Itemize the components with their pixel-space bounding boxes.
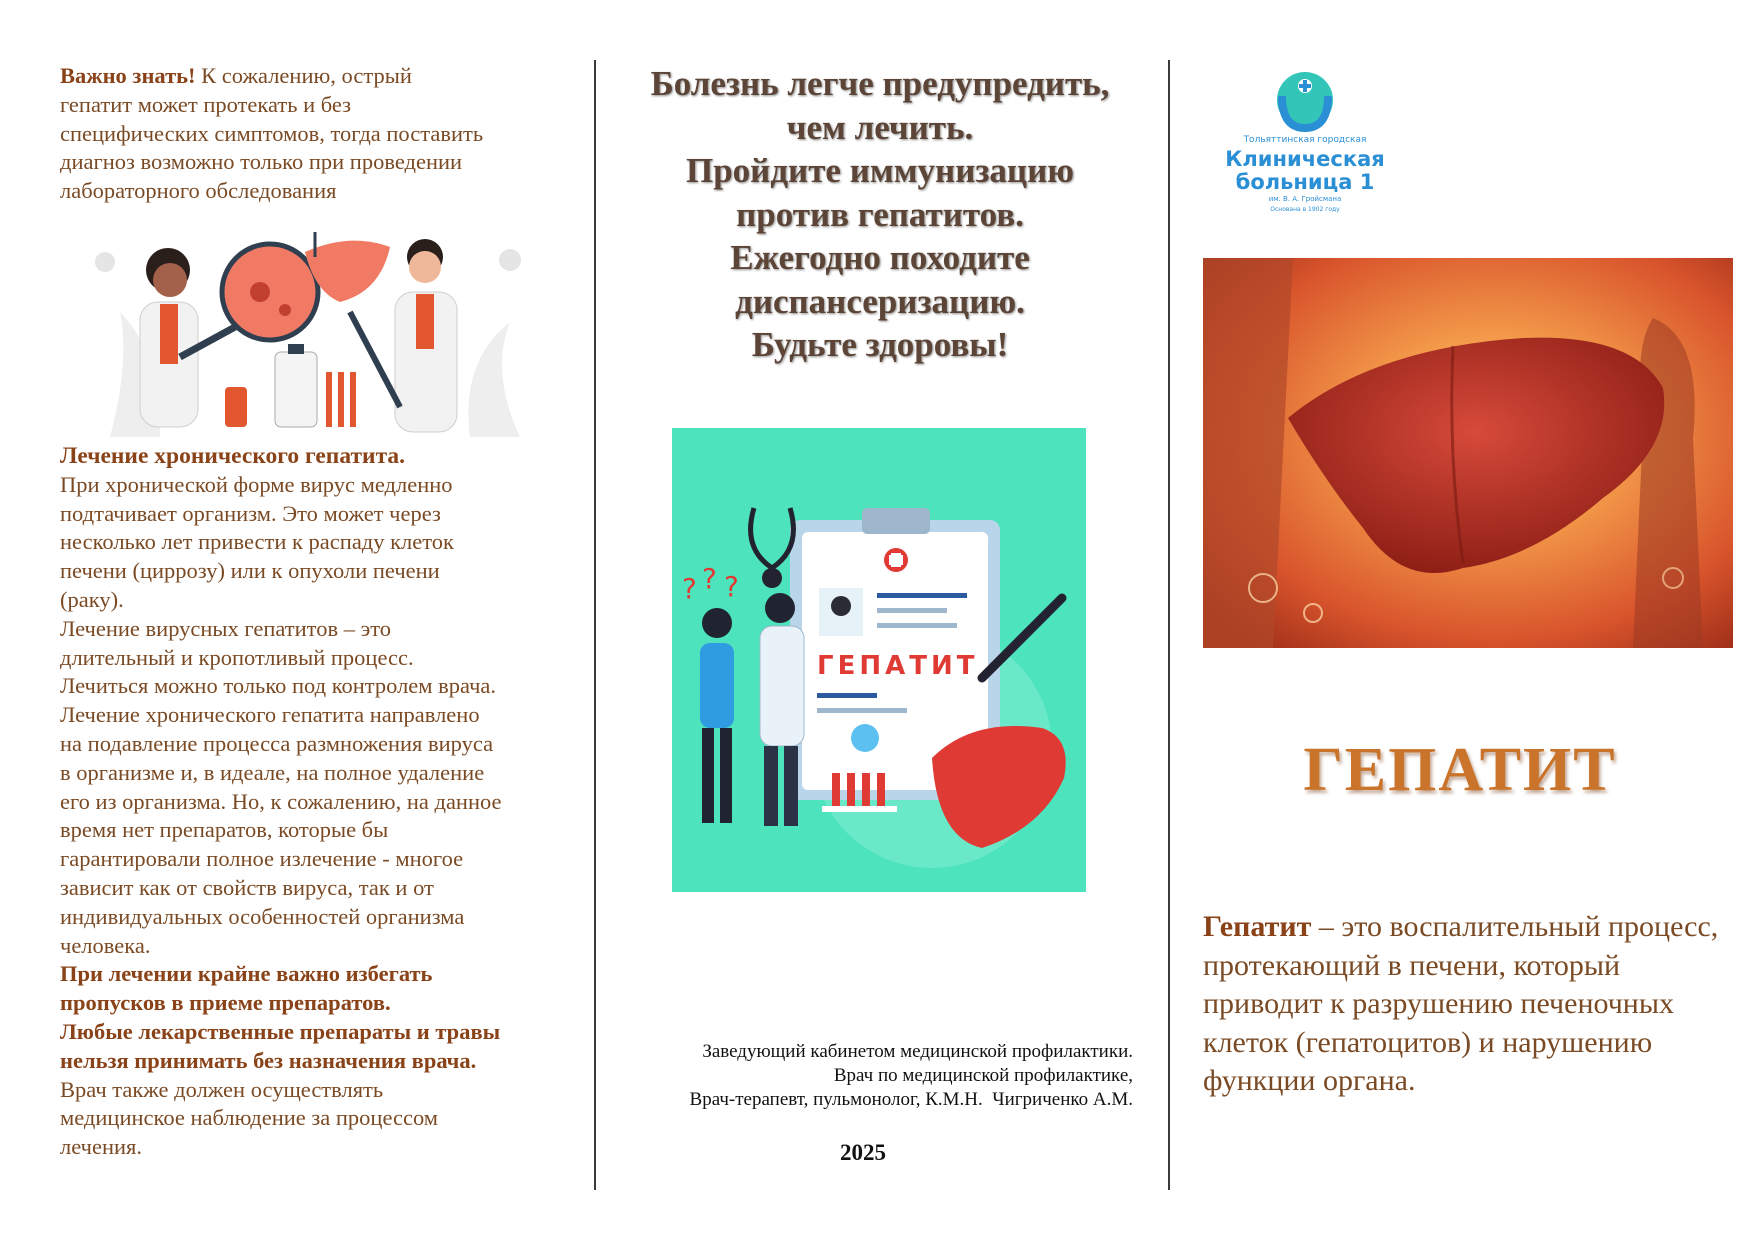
slogan-line: Болезнь легче предупредить, bbox=[650, 64, 1110, 103]
closing-line: медицинское наблюдение за процессом bbox=[60, 1105, 439, 1131]
treatment-line: время нет препаратов, которые бы bbox=[60, 817, 389, 843]
hospital-logo bbox=[1210, 68, 1400, 218]
intro-line: диагноз возможно только при проведении bbox=[60, 149, 463, 175]
treatment-line: несколько лет привести к распаду клеток bbox=[60, 529, 454, 555]
intro-line: лабораторного обследования bbox=[60, 178, 337, 204]
warning-line: пропусков в приеме препаратов. bbox=[60, 990, 391, 1016]
treatment-line: Лечиться можно только под контролем врача. bbox=[60, 673, 497, 699]
treatment-line: длительный и кропотливый процесс. bbox=[60, 644, 414, 670]
intro-line: специфических симптомов, тогда поставить bbox=[60, 120, 484, 146]
treatment-line: его из организма. Но, к сожалению, на данное bbox=[60, 788, 502, 814]
slogan-line: чем лечить. bbox=[786, 107, 974, 147]
treatment-line: подтачивает организм. Это может через bbox=[60, 500, 441, 526]
intro-bold: Важно знать! bbox=[60, 63, 196, 88]
warning-line: При лечении крайне важно избегать bbox=[60, 961, 433, 987]
treatment-section bbox=[60, 442, 565, 1162]
intro-paragraph bbox=[60, 62, 565, 206]
signature-line: Врач по медицинской профилактике, bbox=[833, 1065, 1133, 1086]
logo-text: Тольяттинская городская bbox=[1243, 135, 1367, 145]
signature-line: Заведующий кабинетом медицинской профилактики. bbox=[702, 1041, 1133, 1062]
slogan-line: Ежегодно походите bbox=[730, 238, 1030, 277]
logo-text: Клиническая bbox=[1225, 147, 1385, 171]
treatment-heading: Лечение хронического гепатита. bbox=[60, 443, 406, 469]
hepatitis-consultation-illustration bbox=[672, 428, 1086, 892]
illustration-label: ГЕПАТИТ bbox=[817, 651, 979, 681]
treatment-line: гарантировали полное излечение - многое bbox=[60, 846, 464, 872]
intro-line: К сожалению, острый bbox=[195, 63, 412, 88]
treatment-line: Лечение вирусных гепатитов – это bbox=[60, 615, 392, 641]
treatment-line: индивидуальных особенностей организма bbox=[60, 903, 465, 929]
logo-text: больница 1 bbox=[1235, 170, 1375, 194]
svg-text:?: ? bbox=[724, 570, 739, 603]
treatment-line: При хронической форме вирус медленно bbox=[60, 471, 453, 497]
closing-line: Врач также должен осуществлять bbox=[60, 1076, 384, 1102]
treatment-line: (раку). bbox=[60, 586, 124, 612]
slogan bbox=[600, 62, 1160, 367]
svg-text:?: ? bbox=[702, 562, 717, 595]
treatment-line: печени (циррозу) или к опухоли печени bbox=[60, 558, 440, 584]
slogan-line: Пройдите иммунизацию bbox=[685, 151, 1075, 190]
slogan-line: против гепатитов. bbox=[736, 194, 1024, 234]
logo-text: Основана в 1902 году bbox=[1270, 206, 1340, 213]
intro-line: гепатит может протекать и без bbox=[60, 91, 352, 117]
column-divider-right bbox=[1168, 60, 1170, 1190]
doctors-illustration bbox=[90, 232, 530, 437]
slogan-line: Будьте здоровы! bbox=[751, 325, 1009, 364]
treatment-line: зависит как от свойств вируса, так и от bbox=[60, 874, 434, 900]
liver-photo bbox=[1203, 258, 1733, 648]
slogan-line: диспансеризацию. bbox=[735, 281, 1025, 321]
treatment-line: в организме и, в идеале, на полное удаление bbox=[60, 759, 485, 785]
column-divider-left bbox=[594, 60, 596, 1190]
treatment-line: Лечение хронического гепатита направлено bbox=[60, 702, 480, 728]
treatment-line: на подавление процесса размножения вируса bbox=[60, 730, 494, 756]
logo-text: им. В. А. Гройсмана bbox=[1268, 195, 1342, 203]
signature-line: Врач-терапевт, пульмонолог, К.М.Н. Чигриченко А.М. bbox=[689, 1089, 1133, 1110]
page-title: ГЕПАТИТ bbox=[1303, 736, 1617, 804]
svg-text:?: ? bbox=[682, 572, 697, 605]
closing-line: лечения. bbox=[60, 1134, 143, 1160]
year: 2025 bbox=[840, 1140, 886, 1165]
definition-text: – это воспалительный процесс, протекающий в печени, который приводит к разрушению печеночных клеток (гепатоцитов) и нарушению функции органа. bbox=[1203, 910, 1719, 1097]
treatment-line: человека. bbox=[60, 932, 151, 958]
signature-block bbox=[573, 1040, 1133, 1112]
definition-term: Гепатит bbox=[1203, 910, 1312, 943]
definition-paragraph bbox=[1203, 908, 1733, 1101]
warning-line: нельзя принимать без назначения врача. bbox=[60, 1047, 477, 1073]
warning-line: Любые лекарственные препараты и травы bbox=[60, 1018, 501, 1044]
